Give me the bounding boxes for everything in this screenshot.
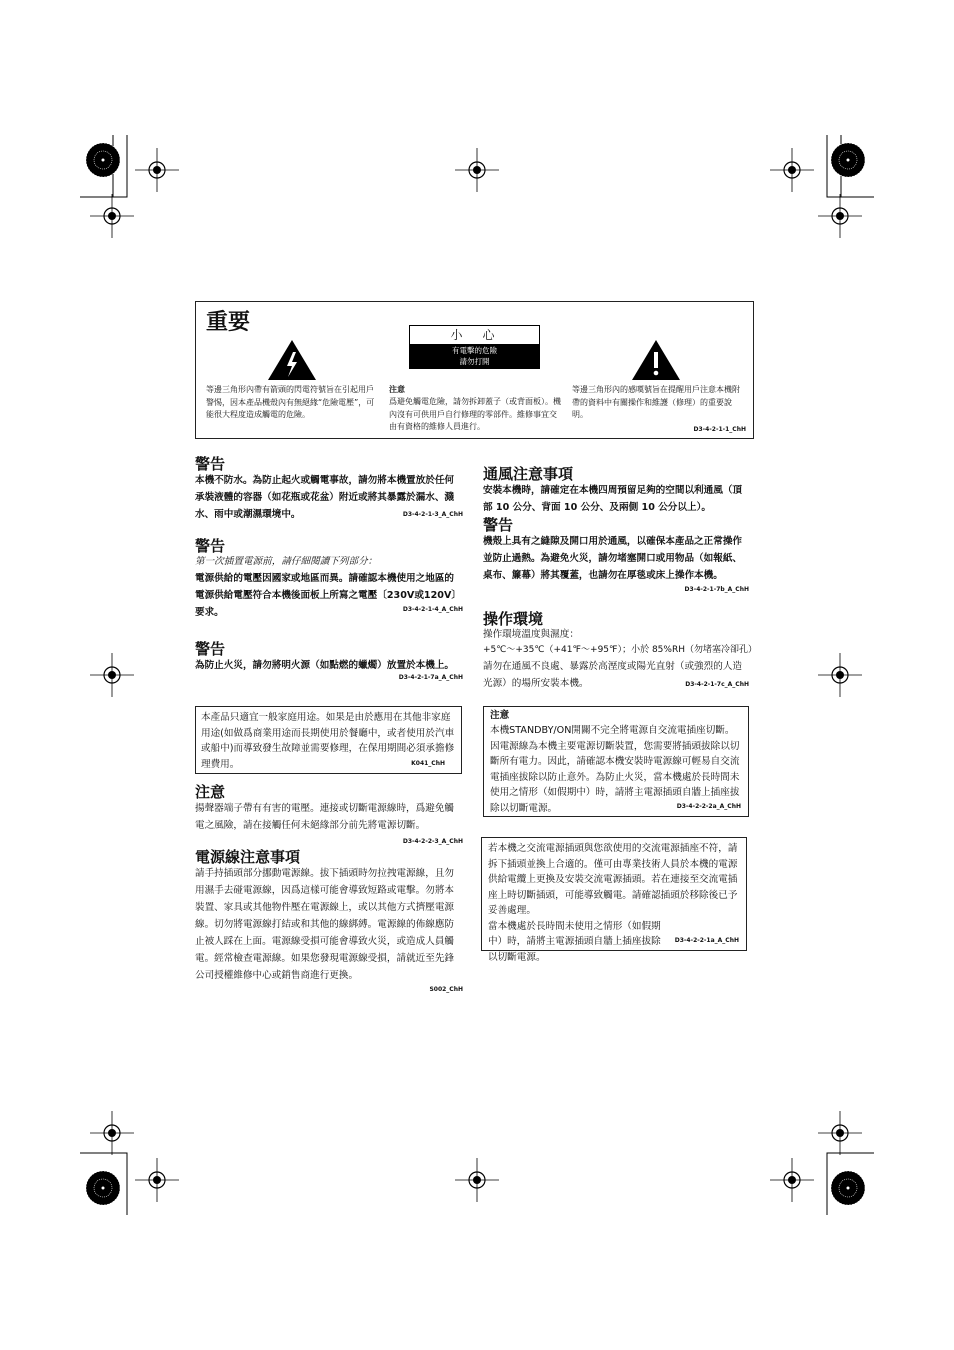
standby-code: D3-4-2-2-2a_A_ChH — [676, 803, 741, 810]
registration-star-top-left — [86, 143, 120, 177]
warning4-code: D3-4-2-1-7b_A_ChH — [684, 586, 749, 593]
warning3-text: 為防止火災，請勿將明火源（如點燃的蠟燭）放置於本機上。 — [195, 660, 455, 671]
environment-text: 請勿在通風不良處、暴露於高溼度或陽光直射（或強烈的人造光源）的場所安裝本機。 — [483, 661, 743, 689]
warning1-text: 本機不防水。為防止起火或觸電事故，請勿將本機置放於任何承裝液體的容器（如花瓶或花盆）附近或將其暴露於漏水、濺水、雨中或潮濕環境中。 — [195, 475, 455, 520]
power-cord-title: 電源線注意事項 — [195, 848, 301, 866]
warning2-text: 電源供給的電壓因國家或地區而異。請確認本機使用之地區的電源供給電壓符合本機後面板上所寫之電壓〔230V或120V〕要求。 — [195, 573, 461, 618]
caution-label — [409, 325, 540, 369]
home-use-code: K041_ChH — [411, 760, 445, 767]
exclamation-warning-icon — [630, 338, 682, 382]
warning2-title: 警告 — [195, 537, 226, 555]
important-box — [195, 301, 754, 439]
warning4-text: 機殼上具有之縫隙及開口用於通風，以確保本產品之正常操作並防止過熱。為避免火災，請勿堵塞開口或用物品（如報紙、桌布、簾幕）將其覆蓋，也請勿在厚毯或床上操作本機。 — [483, 536, 743, 581]
important-code: D3-4-2-1-1_ChH — [693, 426, 746, 433]
ventilation-title: 通風注意事項 — [483, 465, 574, 483]
warning4-title: 警告 — [483, 516, 514, 534]
caution-label-line1: 有電擊的危險 — [452, 346, 497, 355]
caution-label-line2: 請勿打開 — [459, 357, 490, 366]
caution-speaker-title: 注意 — [195, 783, 226, 801]
home-use-box — [195, 706, 462, 774]
plug-text: 若本機之交流電源插頭與您欲使用的交流電源插座不符，請拆下插頭並換上合適的。僅可由專業技術人員於本機的電源供給電纜上更換及安裝交流電源插頭。若在連接至交流電插座上時切斷插頭，可能導致觸電。請確認插頭於移除後已予妥善處理。 — [488, 843, 738, 916]
important-mid-title: 注意 — [389, 385, 405, 394]
warning3-code: D3-4-2-1-7a_A_ChH — [398, 674, 463, 681]
important-right-text: 等邊三角形內的感嘆號旨在提醒用戶注意本機附帶的資料中有關操作和維護（修理）的重要說明。 — [572, 385, 740, 419]
warning1-title: 警告 — [195, 455, 226, 473]
power-cord-code: S002_ChH — [429, 986, 463, 993]
standby-title: 注意 — [490, 710, 510, 721]
warning3-title: 警告 — [195, 640, 226, 658]
environment-line1: 操作環境溫度與濕度： — [483, 629, 579, 640]
caution-label-title: 小 心 — [450, 328, 499, 342]
home-use-text: 本產品只適宜一般家庭用途。如果是由於應用在其他非家庭用途(如做爲商業用途而長期使用於餐廳中，或者使用於汽車或船中)而導致發生故障並需要修理，在保用期間必須承擔修理費用。 — [201, 712, 455, 770]
standby-box — [483, 706, 749, 817]
registration-star-bottom-left — [86, 1171, 120, 1205]
standby-text: 本機STANDBY/ON開關不完全將電源自交流電插座切斷。因電源線為本機主要電源切斷裝置，您需要將插頭拔除以切斷所有電力。因此，請確認本機安裝時電源線可輕易自交流電插座拔除以防止意外。為防止火災，當本機處於長時間未使用之情形（如假期中）時，請將主電源插頭自牆上插座拔除以切斷電源。 — [490, 725, 740, 814]
plug-box — [481, 837, 747, 963]
ventilation-text: 安裝本機時，請確定在本機四周預留足夠的空間以利通風（頂部 10 公分、背面 10 公分、及兩側 10 公分以上）。 — [483, 485, 743, 513]
plug-text2: 當本機處於長時間未使用之情形（如假期中）時，請將主電源插頭自牆上插座拔除以切斷電源。 — [488, 920, 661, 963]
plug-code: D3-4-2-2-1a_A_ChH — [674, 937, 739, 944]
environment-line2: +5℃～+35℃（+41℉～+95℉）；小於 85%RH（勿堵塞冷卻孔） — [483, 645, 757, 655]
environment-title: 操作環境 — [483, 610, 544, 628]
caution-speaker-code: D3-4-2-2-3_A_ChH — [402, 838, 463, 845]
lightning-warning-icon — [266, 338, 318, 382]
important-mid-text: 爲避免觸電危險，請勿拆卸蓋子（或背面板）。機內沒有可供用戶自行修理的零部件。維修事宜交由有資格的維修人員進行。 — [389, 397, 561, 431]
environment-code: D3-4-2-1-7c_A_ChH — [685, 681, 749, 688]
registration-star-bottom-right — [831, 1171, 865, 1205]
important-title: 重要 — [206, 309, 251, 335]
warning2-code: D3-4-2-1-4_A_ChH — [402, 606, 463, 613]
warning1-code: D3-4-2-1-3_A_ChH — [402, 511, 463, 518]
important-left-text: 等邊三角形內帶有箭頭的閃電符號旨在引起用戶警惕，因本產品機殼內有無絕緣“危險電壓”，可能很大程度造成觸電的危險。 — [206, 385, 375, 419]
registration-star-top-right — [831, 143, 865, 177]
warning2-intro: 第一次插置電源前，請仔細閱讀下列部分： — [195, 556, 378, 567]
caution-speaker-text: 揚聲器端子帶有有害的電壓。連接或切斷電源線時，爲避免觸電之風險，請在接觸任何未絕緣部分前先將電源切斷。 — [195, 803, 455, 831]
power-cord-text: 請手持插頭部分挪動電源線。拔下插頭時勿拉拽電源線，且勿用濕手去碰電源線，因爲這樣可能會導致短路或電擊。勿將本裝置、家具或其他物件壓在電源線上，或以其他方式擠壓電源線。切勿將電源線打結或和其他的線綁縛。電源線的佈線應防止被人踩在上面。電源線受損可能會導致火災，或造成人員觸電。經常檢查電源線。如果您發現電源線受損，請就近至先鋒公司授權維修中心或銷售商進行更換。 — [195, 868, 455, 981]
